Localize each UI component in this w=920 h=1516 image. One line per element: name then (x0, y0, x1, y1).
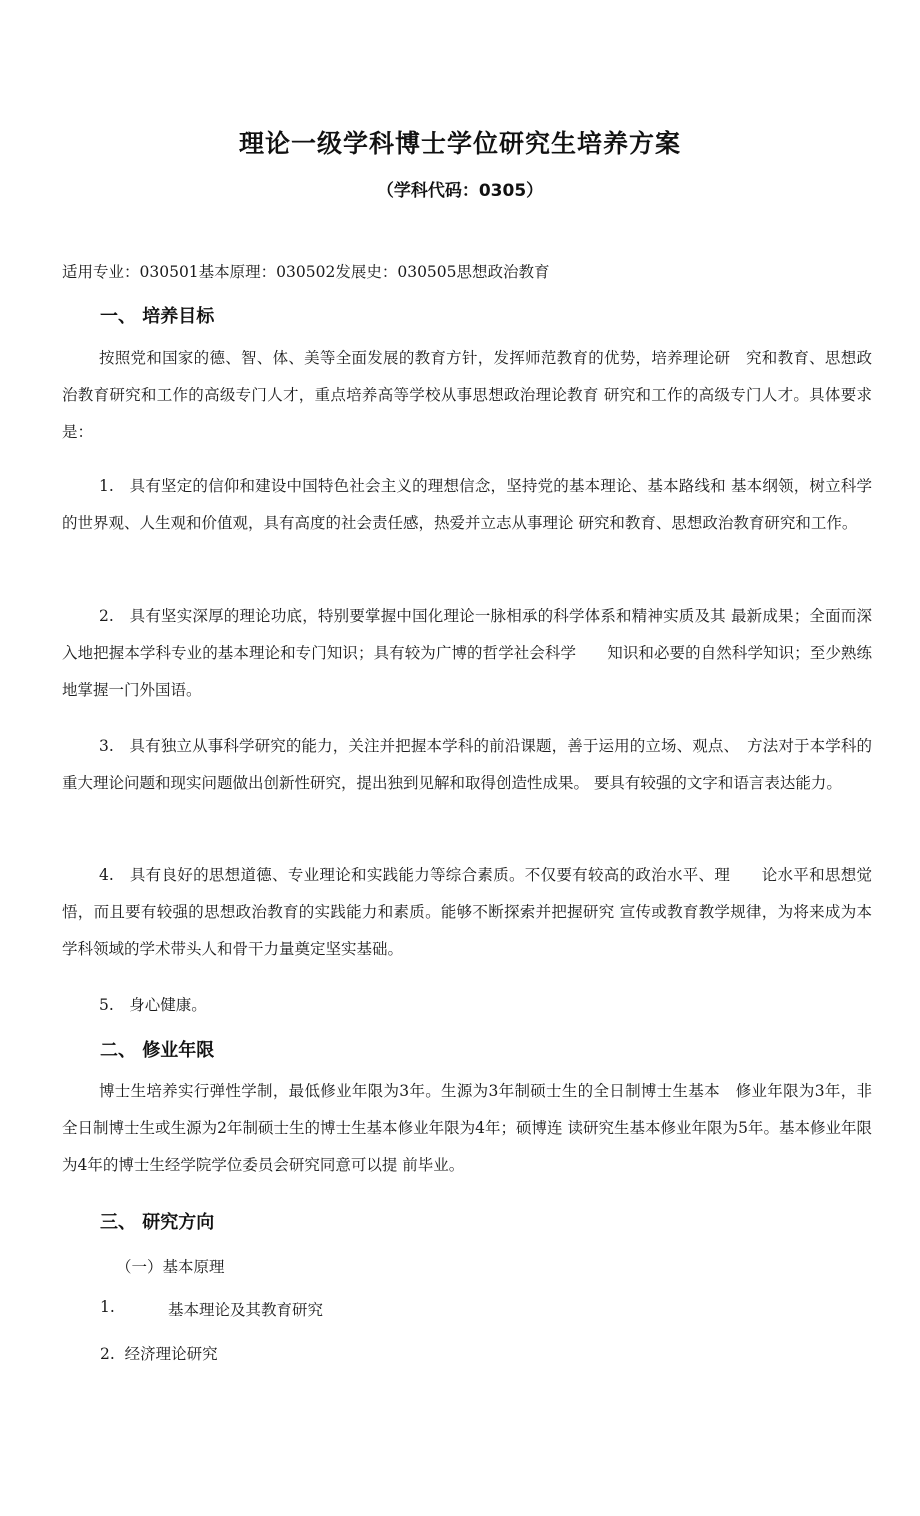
objective-item-3: 3. 具有独立从事科学研究的能力，关注并把握本学科的前沿课题，善于运用的立场、观点、 方法对于本学科的重大理论问题和现实问题做出创新性研究，提出独到见解和取得创造性成果。 要具有较强的文字和语言表达能力。 (62, 737, 872, 792)
objectives-intro: 按照党和国家的德、智、体、美等全面发展的教育方针，发挥师范教育的优势，培养理论研 究和教育、思想政治教育研究和工作的高级专门人才，重点培养高等学校从事思想政治理论教育 研究和工作的高级专门人才。具体要求是： (62, 349, 872, 441)
research-direction-2: 2. 经济理论研究 (100, 1345, 218, 1363)
section-heading-research: 三、 研究方向 (100, 1212, 215, 1233)
duration-text: 博士生培养实行弹性学制，最低修业年限为3年。生源为3年制硕士生的全日制博士生基本 修业年限为3年，非全日制博士生或生源为2年制硕士生的博士生基本修业年限为4年；硕博连 读研究生基本修业年限为5年。基本修业年限为4年的博士生经学院学位委员会研究同意可以提 前毕业。 (62, 1082, 872, 1174)
objective-item-4: 4. 具有良好的思想道德、专业理论和实践能力等综合素质。不仅要有较高的政治水平、理 论水平和思想觉悟，而且要有较强的思想政治教育的实践能力和素质。能够不断探索并把握研究 宣传或教育教学规律，为将来成为本学科领域的学术带头人和骨干力量奠定坚实基础。 (62, 866, 872, 958)
research-direction-1: 基本理论及其教育研究 (168, 1301, 324, 1319)
objective-item-2: 2. 具有坚实深厚的理论功底，特别要掌握中国化理论一脉相承的科学体系和精神实质及其 最新成果；全面而深入地把握本学科专业的基本理论和专门知识；具有较为广博的哲学社会科学 知识和必要的自然科学知识；至少熟练地掌握一门外国语。 (62, 607, 872, 699)
applicable-majors: 适用专业：030501基本原理：030502发展史：030505思想政治教育 (62, 263, 550, 281)
document-title: 理论一级学科博士学位研究生培养方案 (238, 129, 681, 158)
research-direction-1-number: 1. (100, 1298, 115, 1316)
discipline-code: （学科代码：0305） (376, 181, 544, 201)
research-subheading-basic: （一）基本原理 (116, 1258, 225, 1276)
objective-item-5: 5. 身心健康。 (99, 996, 207, 1014)
objective-item-1: 1. 具有坚定的信仰和建设中国特色社会主义的理想信念，坚持党的基本理论、基本路线和 基本纲领，树立科学的世界观、人生观和价值观，具有高度的社会责任感，热爱并立志从事理论 研究和教育、思想政治教育研究和工作。 (62, 477, 872, 532)
section-heading-objectives: 一、 培养目标 (100, 306, 215, 327)
section-heading-duration: 二、 修业年限 (100, 1040, 215, 1061)
